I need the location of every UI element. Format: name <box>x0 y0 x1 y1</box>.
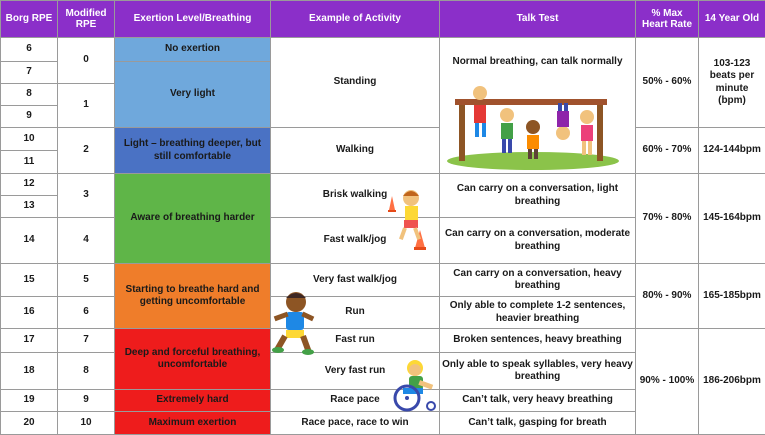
children-playing-on-bars-illustration <box>445 85 620 170</box>
exertion-extremely-hard: Extremely hard <box>115 390 271 412</box>
borg-cell: 18 <box>1 353 58 390</box>
modified-cell: 1 <box>58 84 115 128</box>
activity-walking: Walking <box>271 128 440 174</box>
age-186-206: 186-206bpm <box>699 329 765 435</box>
exertion-aware: Aware of breathing harder <box>115 174 271 264</box>
talk-gasping: Can’t talk, gasping for breath <box>440 412 636 435</box>
borg-cell: 13 <box>1 196 58 218</box>
borg-cell: 9 <box>1 106 58 128</box>
header-hr: % Max Heart Rate <box>636 1 699 38</box>
header-modified: Modified RPE <box>58 1 115 38</box>
exertion-none: No exertion <box>115 38 271 62</box>
age-103-123: 103-123 beats per minute (bpm) <box>699 38 765 128</box>
hr-70-80: 70% - 80% <box>636 174 699 264</box>
header-exertion: Exertion Level/Breathing <box>115 1 271 38</box>
talk-cant-talk: Can’t talk, very heavy breathing <box>440 390 636 412</box>
exertion-light-deeper: Light – breathing deeper, but still comfortable <box>115 128 271 174</box>
age-165-185: 165-185bpm <box>699 264 765 329</box>
modified-cell: 8 <box>58 353 115 390</box>
modified-cell: 9 <box>58 390 115 412</box>
activity-standing: Standing <box>271 38 440 128</box>
talk-light: Can carry on a conversation, light breathing <box>440 174 636 218</box>
activity-race-pace: Race pace <box>271 390 440 412</box>
activity-run: Run <box>271 297 440 329</box>
modified-cell: 5 <box>58 264 115 297</box>
modified-cell: 3 <box>58 174 115 218</box>
borg-cell: 10 <box>1 128 58 151</box>
talk-heavy: Can carry on a conversation, heavy breathing <box>440 264 636 297</box>
wheelchair-racer-illustration <box>385 358 439 412</box>
header-activity: Example of Activity <box>271 1 440 38</box>
activity-brisk-walking: Brisk walking <box>271 174 440 218</box>
talk-normal: Normal breathing, can talk normally <box>440 38 636 174</box>
boy-running-illustration <box>270 290 318 356</box>
borg-cell: 15 <box>1 264 58 297</box>
activity-very-fast-walk-jog: Very fast walk/jog <box>271 264 440 297</box>
girl-running-with-cones-illustration <box>385 188 435 250</box>
talk-1-2-sentences: Only able to complete 1-2 sentences, heavier breathing <box>440 297 636 329</box>
activity-race-to-win: Race pace, race to win <box>271 412 440 435</box>
modified-cell: 4 <box>58 218 115 264</box>
modified-cell: 2 <box>58 128 115 174</box>
talk-syllables: Only able to speak syllables, very heavy breathing <box>440 353 636 390</box>
borg-cell: 17 <box>1 329 58 353</box>
activity-very-fast-run: Very fast run <box>271 353 440 390</box>
exertion-breathe-hard: Starting to breathe hard and getting uncomfortable <box>115 264 271 329</box>
header-borg: Borg RPE <box>1 1 58 38</box>
hr-60-70: 60% - 70% <box>636 128 699 174</box>
hr-80-90: 80% - 90% <box>636 264 699 329</box>
exertion-very-light: Very light <box>115 62 271 128</box>
modified-cell: 6 <box>58 297 115 329</box>
hr-90-100: 90% - 100% <box>636 329 699 435</box>
exertion-maximum: Maximum exertion <box>115 412 271 435</box>
header-age: 14 Year Old <box>699 1 765 38</box>
borg-cell: 11 <box>1 151 58 174</box>
header-row <box>1 1 765 38</box>
borg-cell: 12 <box>1 174 58 196</box>
exertion-forceful: Deep and forceful breathing, uncomfortable <box>115 329 271 390</box>
borg-cell: 6 <box>1 38 58 62</box>
activity-fast-walk-jog: Fast walk/jog <box>271 218 440 264</box>
borg-cell: 20 <box>1 412 58 435</box>
modified-cell: 0 <box>58 38 115 84</box>
borg-cell: 19 <box>1 390 58 412</box>
modified-cell: 7 <box>58 329 115 353</box>
borg-cell: 7 <box>1 62 58 84</box>
borg-cell: 16 <box>1 297 58 329</box>
talk-moderate: Can carry on a conversation, moderate breathing <box>440 218 636 264</box>
borg-cell: 8 <box>1 84 58 106</box>
hr-50-60: 50% - 60% <box>636 38 699 128</box>
activity-fast-run: Fast run <box>271 329 440 353</box>
talk-broken-sentences: Broken sentences, heavy breathing <box>440 329 636 353</box>
borg-cell: 14 <box>1 218 58 264</box>
age-124-144: 124-144bpm <box>699 128 765 174</box>
modified-cell: 10 <box>58 412 115 435</box>
header-talk: Talk Test <box>440 1 636 38</box>
age-145-164: 145-164bpm <box>699 174 765 264</box>
